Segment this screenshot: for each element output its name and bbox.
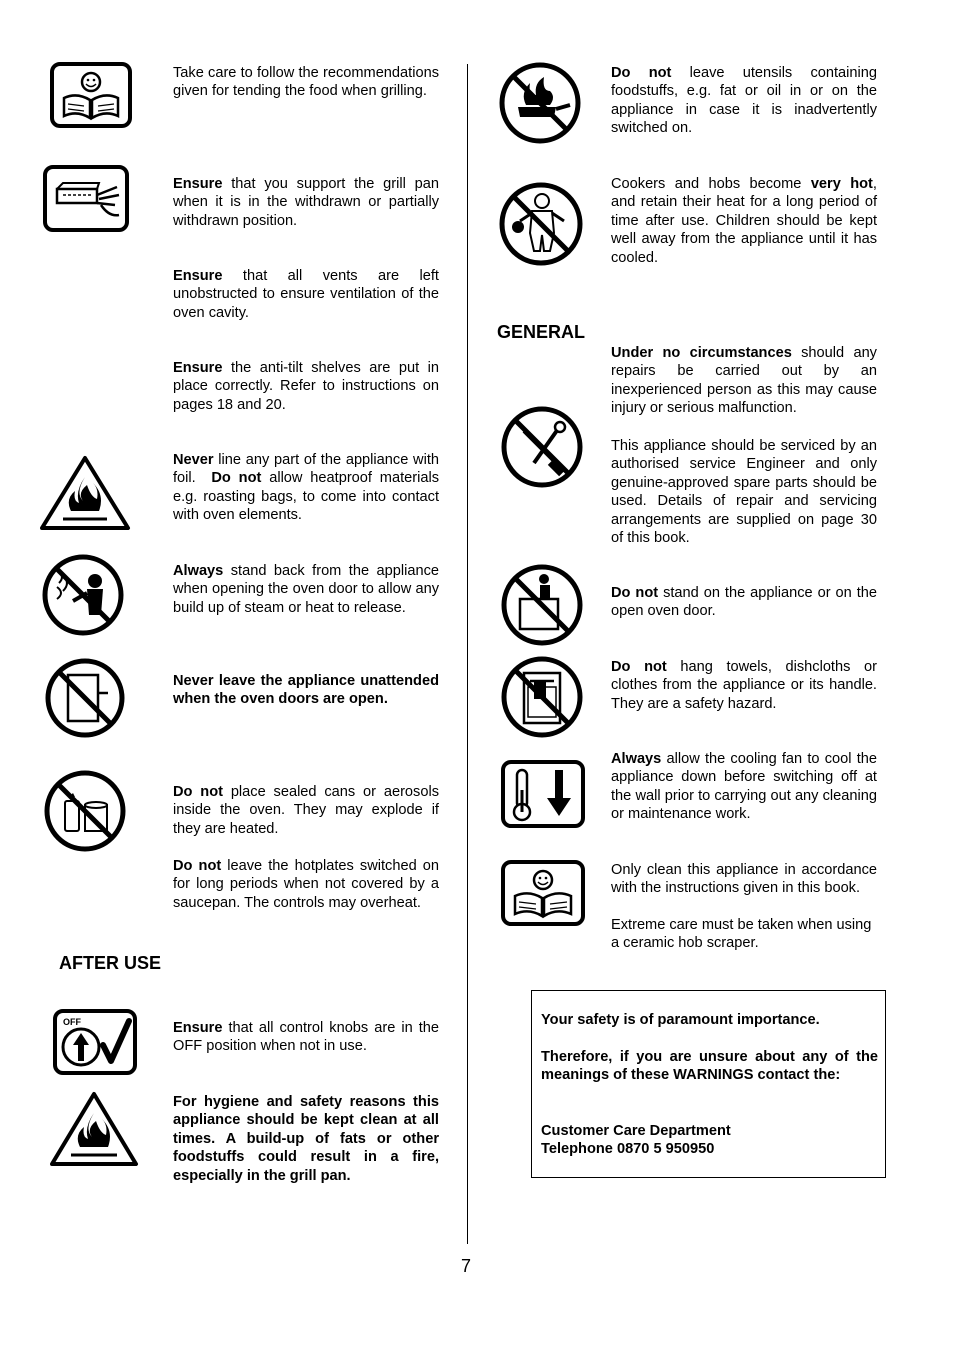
hotplates-text: Do not leave the hotplates switched on for long periods when not covered by a saucepan. The controls may overheat. (173, 858, 439, 911)
page-number: 7 (461, 1256, 472, 1276)
cleaning-instructions-text: Only clean this appliance in accordance with the instructions given in this book. (611, 862, 877, 897)
towels-warning-text: Do not hang towels, dishcloths or clothes from the appliance or its handle. They are a safety hazard. (611, 659, 877, 712)
column-divider (467, 64, 468, 1244)
steam-warning-icon (41, 553, 125, 637)
hot-cooker-text: Cookers and hobs become very hot, and retain their heat for a long period of time after use. Children should be kept well away from the appliance until it has cooled. (611, 176, 877, 266)
grill-pan-support-text: Ensure that you support the grill pan when it is in the withdrawn or partially withdrawn position. (173, 176, 439, 229)
off-position-icon (53, 1009, 137, 1075)
general-heading: GENERAL (497, 322, 586, 342)
open-door-prohibited-icon (44, 657, 126, 739)
no-diy-repair-icon (500, 405, 584, 489)
after-use-heading: AFTER USE (59, 953, 162, 973)
customer-care-department: Customer Care Department (541, 1123, 731, 1139)
servicing-text: This appliance should be serviced by an authorised service Engineer and only genuine-approved spare parts should be used. Details of repair and servicing arrangements are supplied on page 30 of this book. (611, 438, 877, 547)
read-instructions-icon (50, 62, 132, 128)
hob-scraper-text: Extreme care must be taken when using a ceramic hob scraper. (611, 917, 872, 952)
safety-notice-line-2: Therefore, if you are unsure about any of the meanings of these WARNINGS contact the: (541, 1049, 878, 1084)
customer-care-telephone: Telephone 0870 5 950950 (541, 1141, 715, 1157)
steam-warning-text: Always stand back from the appliance when opening the oven door to allow any build up of steam or heat to release. (173, 563, 439, 616)
sealed-cans-text: Do not place sealed cans or aerosols inside the oven. They may explode if they are heated. (173, 784, 439, 837)
no-standing-on-appliance-icon (500, 563, 584, 647)
cooling-fan-text: Always allow the cooling fan to cool the appliance down before switching off at the wall prior to carrying out any cleaning or maintenance work. (611, 751, 877, 823)
vents-text: Ensure that all vents are left unobstructed to ensure ventilation of the oven cavity. (173, 268, 439, 321)
control-knobs-text: Ensure that all control knobs are in the OFF position when not in use. (173, 1020, 439, 1055)
no-standing-text: Do not stand on the appliance or on the open oven door. (611, 585, 877, 620)
cooling-fan-icon (501, 760, 585, 828)
no-hanging-towels-icon (500, 655, 584, 739)
anti-tilt-shelves-text: Ensure the anti-tilt shelves are put in place correctly. Refer to instructions on pages 18 and 20. (173, 360, 439, 413)
off-label: OFF (63, 1017, 81, 1027)
grill-pan-support-icon (43, 165, 129, 232)
utensils-warning-text: Do not leave utensils containing foodstuffs, e.g. fat or oil in or on the appliance in case it is inadvertently switched on. (611, 65, 877, 137)
safety-notice-box (531, 990, 886, 1178)
grill-tending-text: Take care to follow the recommendations given for tending the food when grilling. (173, 65, 439, 100)
fire-warning-icon (39, 455, 131, 531)
sealed-cans-prohibited-icon (43, 769, 127, 853)
repairs-warning-text: Under no circumstances should any repairs be carried out by an inexperienced person as this may cause injury or serious malfunction. (611, 345, 877, 417)
safety-notice-line-1: Your safety is of paramount importance. (541, 1012, 820, 1028)
child-hot-warning-icon (498, 181, 584, 267)
read-cleaning-instructions-icon (501, 860, 585, 926)
fire-hazard-icon (49, 1091, 139, 1167)
hygiene-warning-text: For hygiene and safety reasons this appliance should be kept clean at all times. A build-up of fats or other foodstuffs could result in a fire, especially in the grill pan. (173, 1094, 439, 1184)
unattended-warning-text: Never leave the appliance unattended when the oven doors are open. (173, 673, 439, 708)
foil-warning-text: Never line any part of the appliance with foil. Do not allow heatproof materials e.g. roasting bags, to come into contact with oven elements. (173, 452, 444, 524)
fat-pan-prohibited-icon (498, 61, 582, 145)
